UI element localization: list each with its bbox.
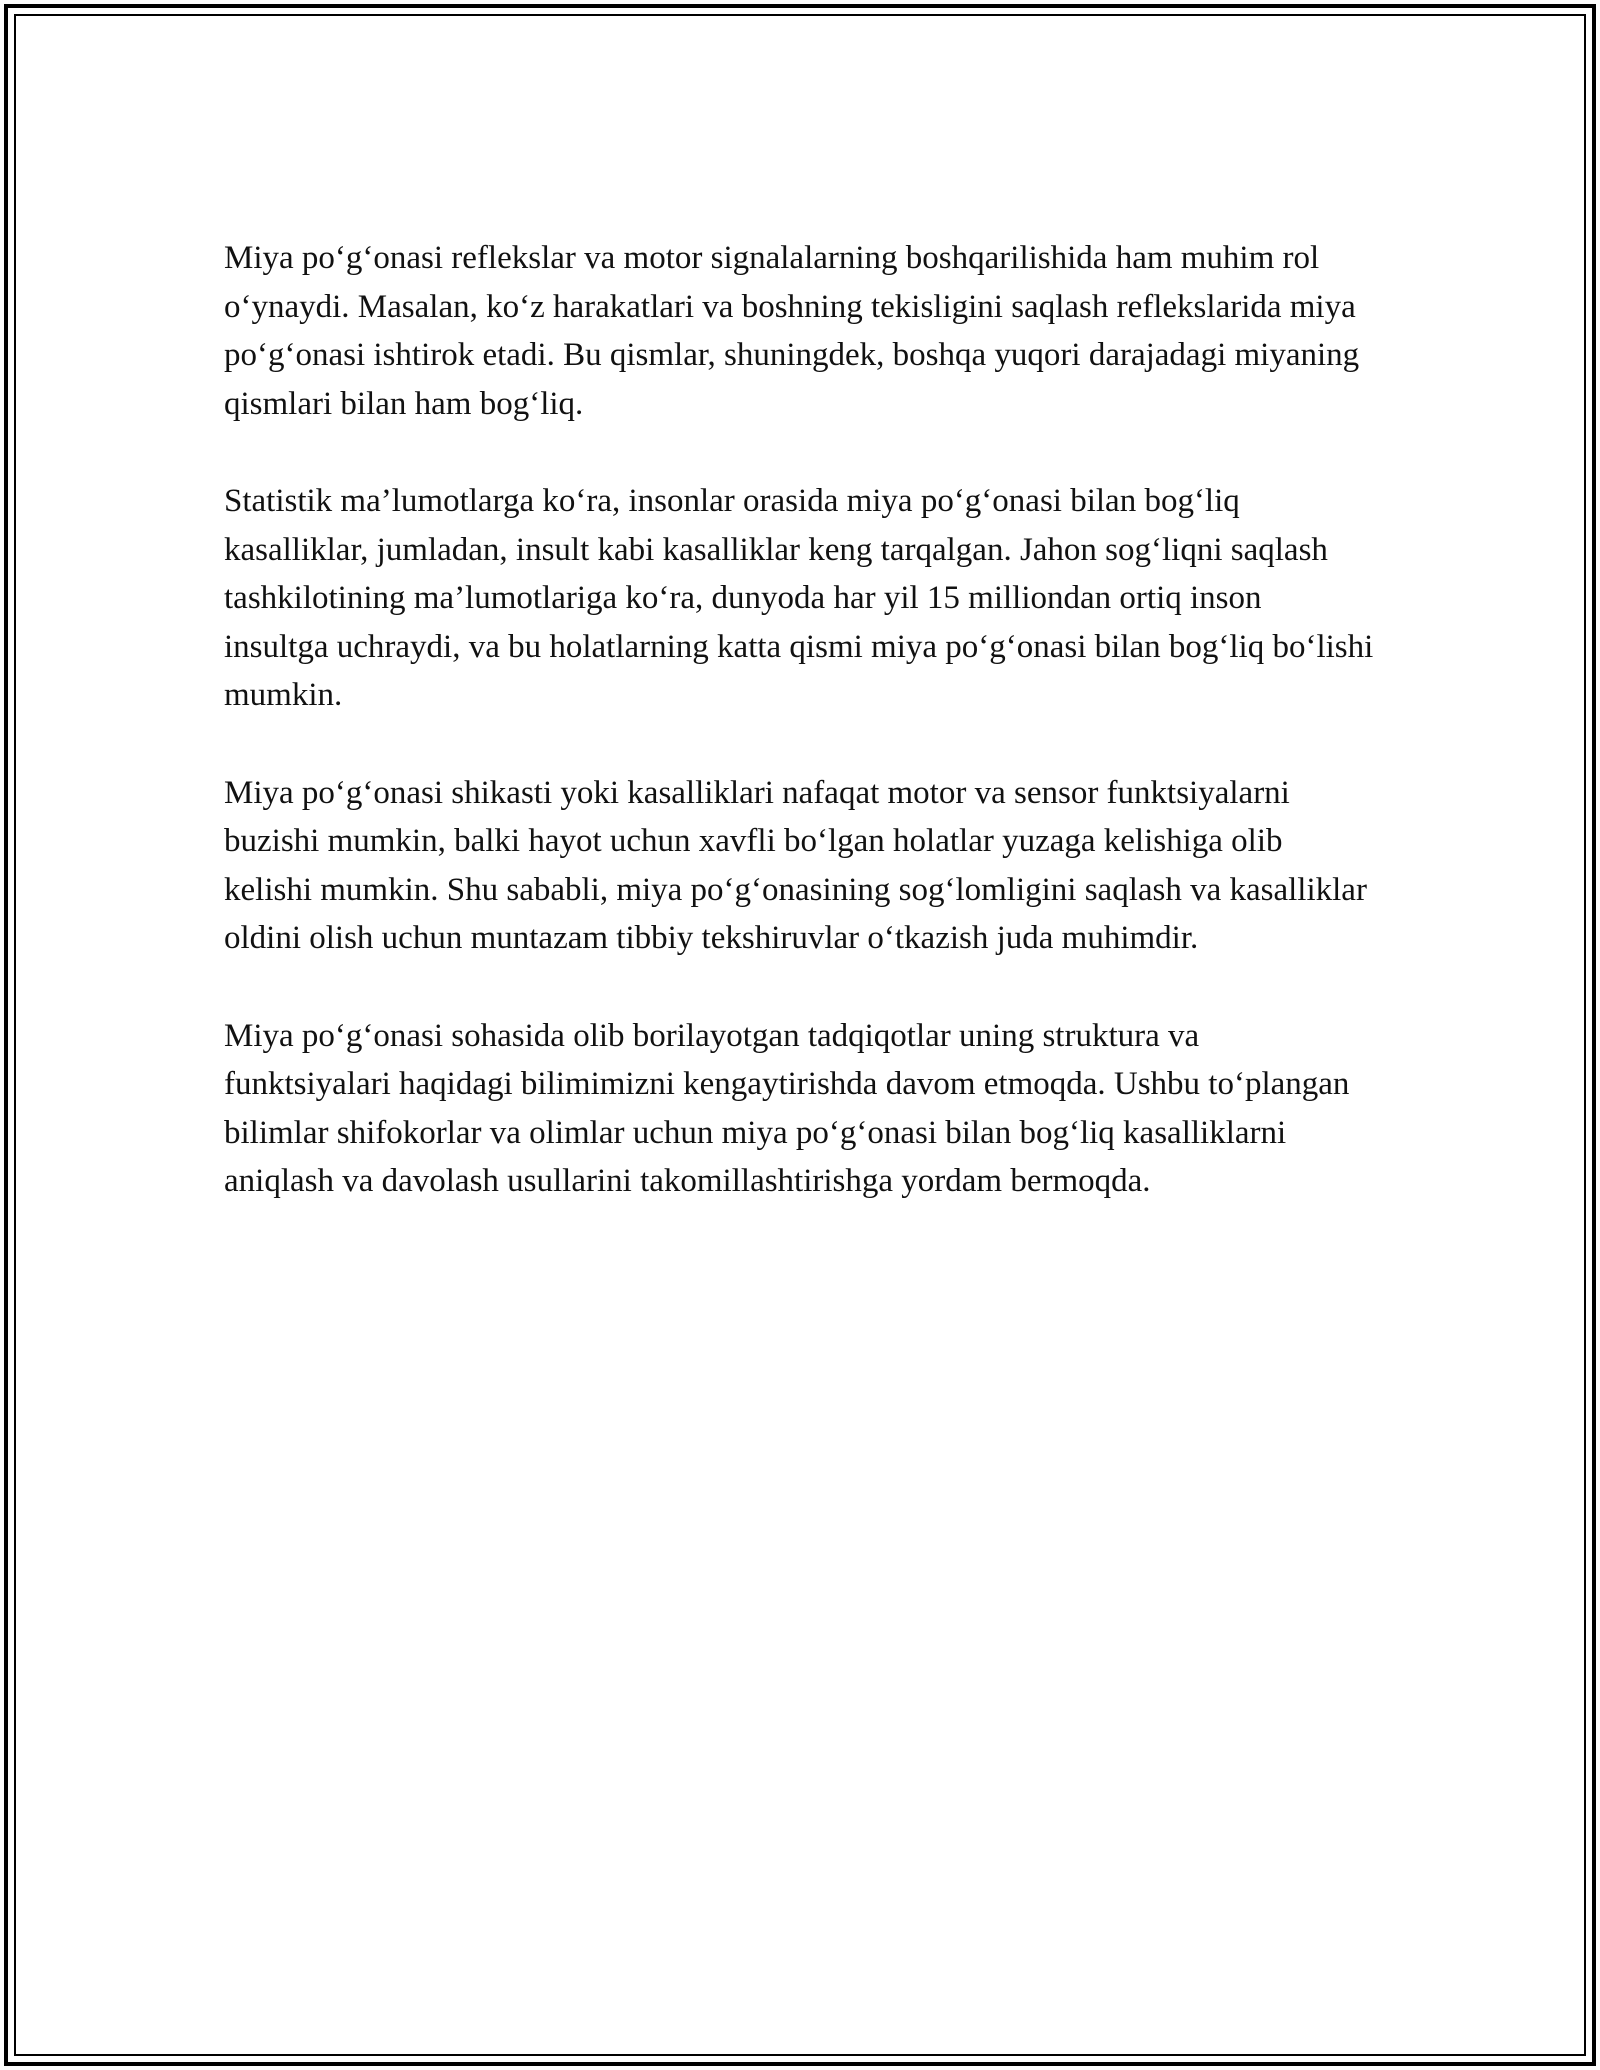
paragraph-1: Miya po‘g‘onasi reflekslar va motor signalalarning boshqarilishida ham muhim rol o‘ynaydi. Masalan, ko‘z harakatlari va boshning tekisligini saqlash reflekslarida miya po‘g‘onasi ishtirok etadi. Bu qismlar, shuningdek, boshqa yuqori darajadagi miyaning qismlari bilan ham bog‘liq. (224, 240, 1360, 422)
document-body (224, 234, 1374, 1255)
paragraph-2: Statistik ma’lumotlarga ko‘ra, insonlar orasida miya po‘g‘onasi bilan bog‘liq kasalliklar, jumladan, insult kabi kasalliklar keng tarqalgan. Jahon sog‘liqni saqlash tashkilotining ma’lumotlariga ko‘ra, dunyoda har yil 15 milliondan ortiq inson insultga uchraydi, va bu holatlarning katta qismi miya po‘g‘onasi bilan bog‘liq bo‘lishi mumkin. (224, 483, 1374, 713)
paragraph-4: Miya po‘g‘onasi sohasida olib borilayotgan tadqiqotlar uning struktura va funktsiyalari haqidagi bilimimizni kengaytirishda davom etmoqda. Ushbu to‘plangan bilimlar shifokorlar va olimlar uchun miya po‘g‘onasi bilan bog‘liq kasalliklarni aniqlash va davolash usullarini takomillashtirishga yordam bermoqda. (224, 1017, 1350, 1199)
paragraph-3: Miya po‘g‘onasi shikasti yoki kasalliklari nafaqat motor va sensor funktsiyalarni buzishi mumkin, balki hayot uchun xavfli bo‘lgan holatlar yuzaga kelishiga olib kelishi mumkin. Shu sababli, miya po‘g‘onasining sog‘lomligini saqlash va kasalliklar oldini olish uchun muntazam tibbiy tekshiruvlar o‘tkazish juda muhimdir. (224, 774, 1367, 956)
